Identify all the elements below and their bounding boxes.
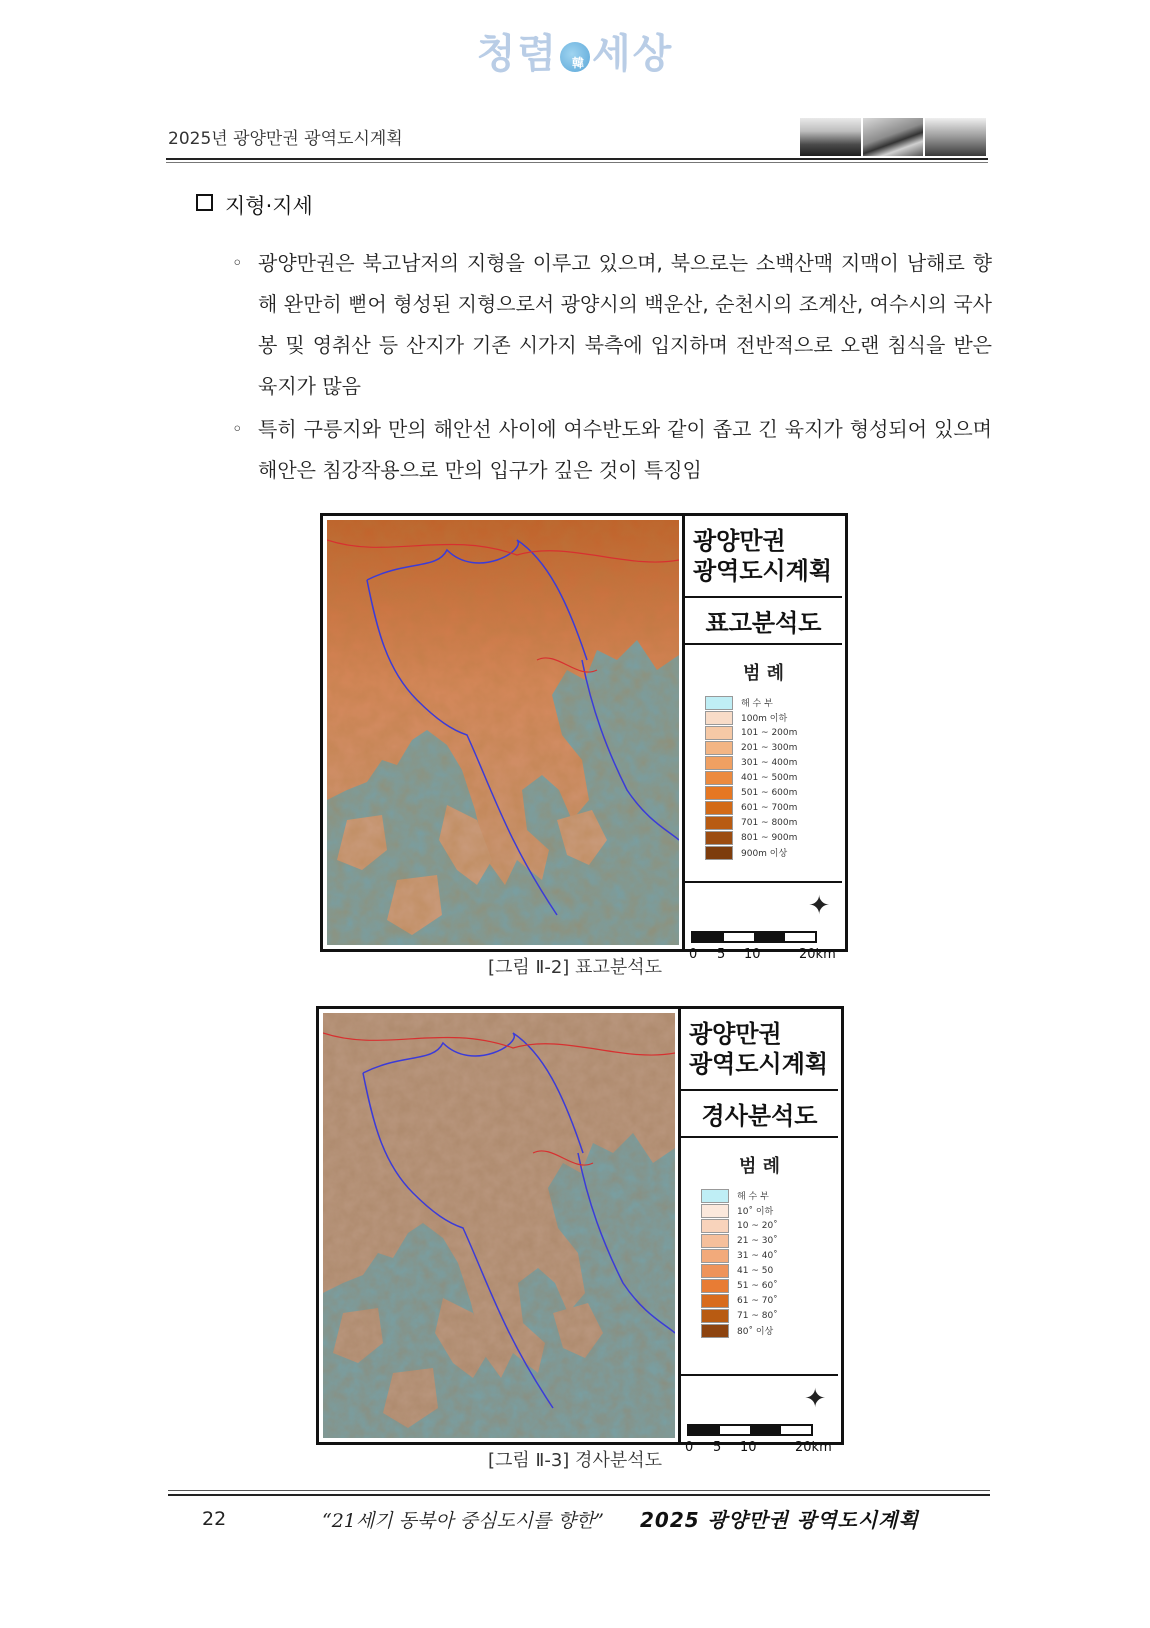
legend-item [705,695,842,710]
footer-rule-thin [168,1490,990,1491]
legend-swatch [705,771,733,785]
legend-swatch [705,786,733,800]
legend [685,659,842,883]
legend-item [701,1323,838,1338]
legend-label: 301 ~ 400m [741,757,798,768]
scale-label: 10 [740,1440,757,1455]
legend-item [705,710,842,725]
legend-swatch [705,741,733,755]
legend-item [705,770,842,785]
map-subtitle: 표고분석도 [685,598,842,645]
map-title [685,516,842,598]
legend-list [685,695,842,860]
legend-swatch [705,816,733,830]
legend-item [705,785,842,800]
legend-label: 900m 이상 [741,849,788,859]
map-subtitle: 경사분석도 [681,1091,838,1138]
logo [0,22,1150,79]
header-photo-2 [863,118,924,156]
legend-label: 401 ~ 500m [741,772,798,783]
map-title [681,1009,838,1091]
slope-map-image [323,1013,675,1438]
legend-item [705,845,842,860]
figure-caption: [그림 Ⅱ-3] 경사분석도 [487,1450,662,1471]
legend-swatch [701,1294,729,1308]
legend-item [701,1278,838,1293]
legend-swatch [705,726,733,740]
legend-label: 100m 이하 [741,714,788,724]
slope-map-figure [316,1006,844,1455]
scale-label: 20km [795,1440,832,1455]
legend-label: 501 ~ 600m [741,787,798,798]
paragraph-text: 광양만권은 북고남저의 지형을 이루고 있으며, 북으로는 소백산맥 지맥이 남해로 향해 완만히 뻗어 형성된 지형으로서 광양시의 백운산, 순천시의 조계산, 여수시의 국사봉 및 영취산 등 산지가 기존 시가지 북측에 입지하며 전반적으로 오랜 침식을 받은 육지가 많음 [258,251,992,398]
legend-label: 101 ~ 200m [741,727,798,738]
legend-swatch [705,846,733,860]
paragraph-2 [232,409,992,491]
legend-swatch [701,1279,729,1293]
legend-swatch [701,1309,729,1323]
legend-label: 701 ~ 800m [741,817,798,828]
legend-item [701,1218,838,1233]
legend-title: 범 례 [738,1156,781,1177]
footer-rule [168,1494,990,1496]
legend-swatch [705,696,733,710]
legend-item [701,1293,838,1308]
legend-swatch [701,1234,729,1248]
scale-label: 20km [799,947,836,962]
legend-label: 80˚ 이상 [737,1327,774,1337]
map-legend-panel [682,516,842,962]
elevation-map-figure [320,513,848,962]
legend-item [705,815,842,830]
legend-label: 61 ~ 70˚ [737,1295,778,1306]
legend-item [705,755,842,770]
checkbox-square-icon [196,194,213,211]
legend-label: 801 ~ 900m [741,832,798,843]
header-photos [800,118,986,156]
legend-item [701,1248,838,1263]
footer-slogan: “21세기 동북아 중심도시를 향한” [322,1510,604,1532]
legend-list [681,1188,838,1338]
legend-item [701,1233,838,1248]
header-rule-thin [166,162,988,163]
map-title-line1: 광양만권 [693,527,786,555]
scale-label: 5 [713,1440,722,1455]
legend-item [705,800,842,815]
scale-label: 0 [685,1440,694,1455]
legend-swatch [701,1249,729,1263]
section-title: 지형·지세 [225,194,313,218]
legend [681,1152,838,1376]
legend-swatch [705,801,733,815]
map-title-line2: 광역도시계획 [693,557,833,585]
map-scale-area [681,1376,838,1456]
elevation-map-image [327,520,679,945]
legend-item [705,740,842,755]
scale-label: 10 [744,947,761,962]
compass-icon: ✦ [808,891,830,921]
figure-caption: [그림 Ⅱ-2] 표고분석도 [487,957,662,978]
legend-swatch [705,831,733,845]
legend-swatch [705,756,733,770]
legend-label: 51 ~ 60˚ [737,1280,778,1291]
header-photo-1 [800,118,861,156]
legend-swatch [701,1189,729,1203]
legend-label: 41 ~ 50 [737,1265,774,1276]
page-number: 22 [202,1508,227,1530]
scale-label: 5 [717,947,726,962]
logo-mid: 韓 [571,56,586,70]
legend-item [701,1203,838,1218]
legend-label: 201 ~ 300m [741,742,798,753]
legend-label: 해 수 부 [737,1192,769,1202]
legend-swatch [701,1264,729,1278]
legend-label: 10˚ 이하 [737,1207,774,1217]
legend-item [701,1308,838,1323]
legend-swatch [701,1204,729,1218]
legend-label: 21 ~ 30˚ [737,1235,778,1246]
logo-right: 세상 [592,30,674,77]
legend-label: 해 수 부 [741,699,773,709]
header-title: 2025년 광양만권 광역도시계획 [168,129,403,149]
footer-plan-title: 2025 광양만권 광역도시계획 [640,1508,919,1532]
logo-left: 청렴 [476,30,558,77]
map-title-line1: 광양만권 [689,1020,782,1048]
scale-bar [687,1424,813,1436]
section-heading [196,190,313,220]
compass-icon: ✦ [804,1384,826,1414]
legend-swatch [705,711,733,725]
legend-item [705,830,842,845]
map-legend-panel [678,1009,838,1455]
legend-label: 71 ~ 80˚ [737,1310,778,1321]
map-scale-area [685,883,842,963]
map-title-line2: 광역도시계획 [689,1050,829,1078]
scale-label: 0 [689,947,698,962]
scale-bar [691,931,817,943]
legend-swatch [701,1324,729,1338]
bullet-icon: ◦ [232,419,243,440]
legend-item [701,1263,838,1278]
header-photo-3 [925,118,986,156]
logo-emblem [560,42,590,72]
paragraph-text: 특히 구릉지와 만의 해안선 사이에 여수반도와 같이 좁고 긴 육지가 형성되어 있으며 해안은 침강작용으로 만의 입구가 깊은 것이 특징임 [258,417,992,482]
paragraph-1 [232,243,992,407]
legend-label: 31 ~ 40˚ [737,1250,778,1261]
legend-label: 10 ~ 20˚ [737,1220,778,1231]
legend-swatch [701,1219,729,1233]
legend-label: 601 ~ 700m [741,802,798,813]
header-rule [166,158,988,160]
legend-item [701,1188,838,1203]
bullet-icon: ◦ [232,253,243,274]
legend-title: 범 례 [742,663,785,684]
legend-item [705,725,842,740]
